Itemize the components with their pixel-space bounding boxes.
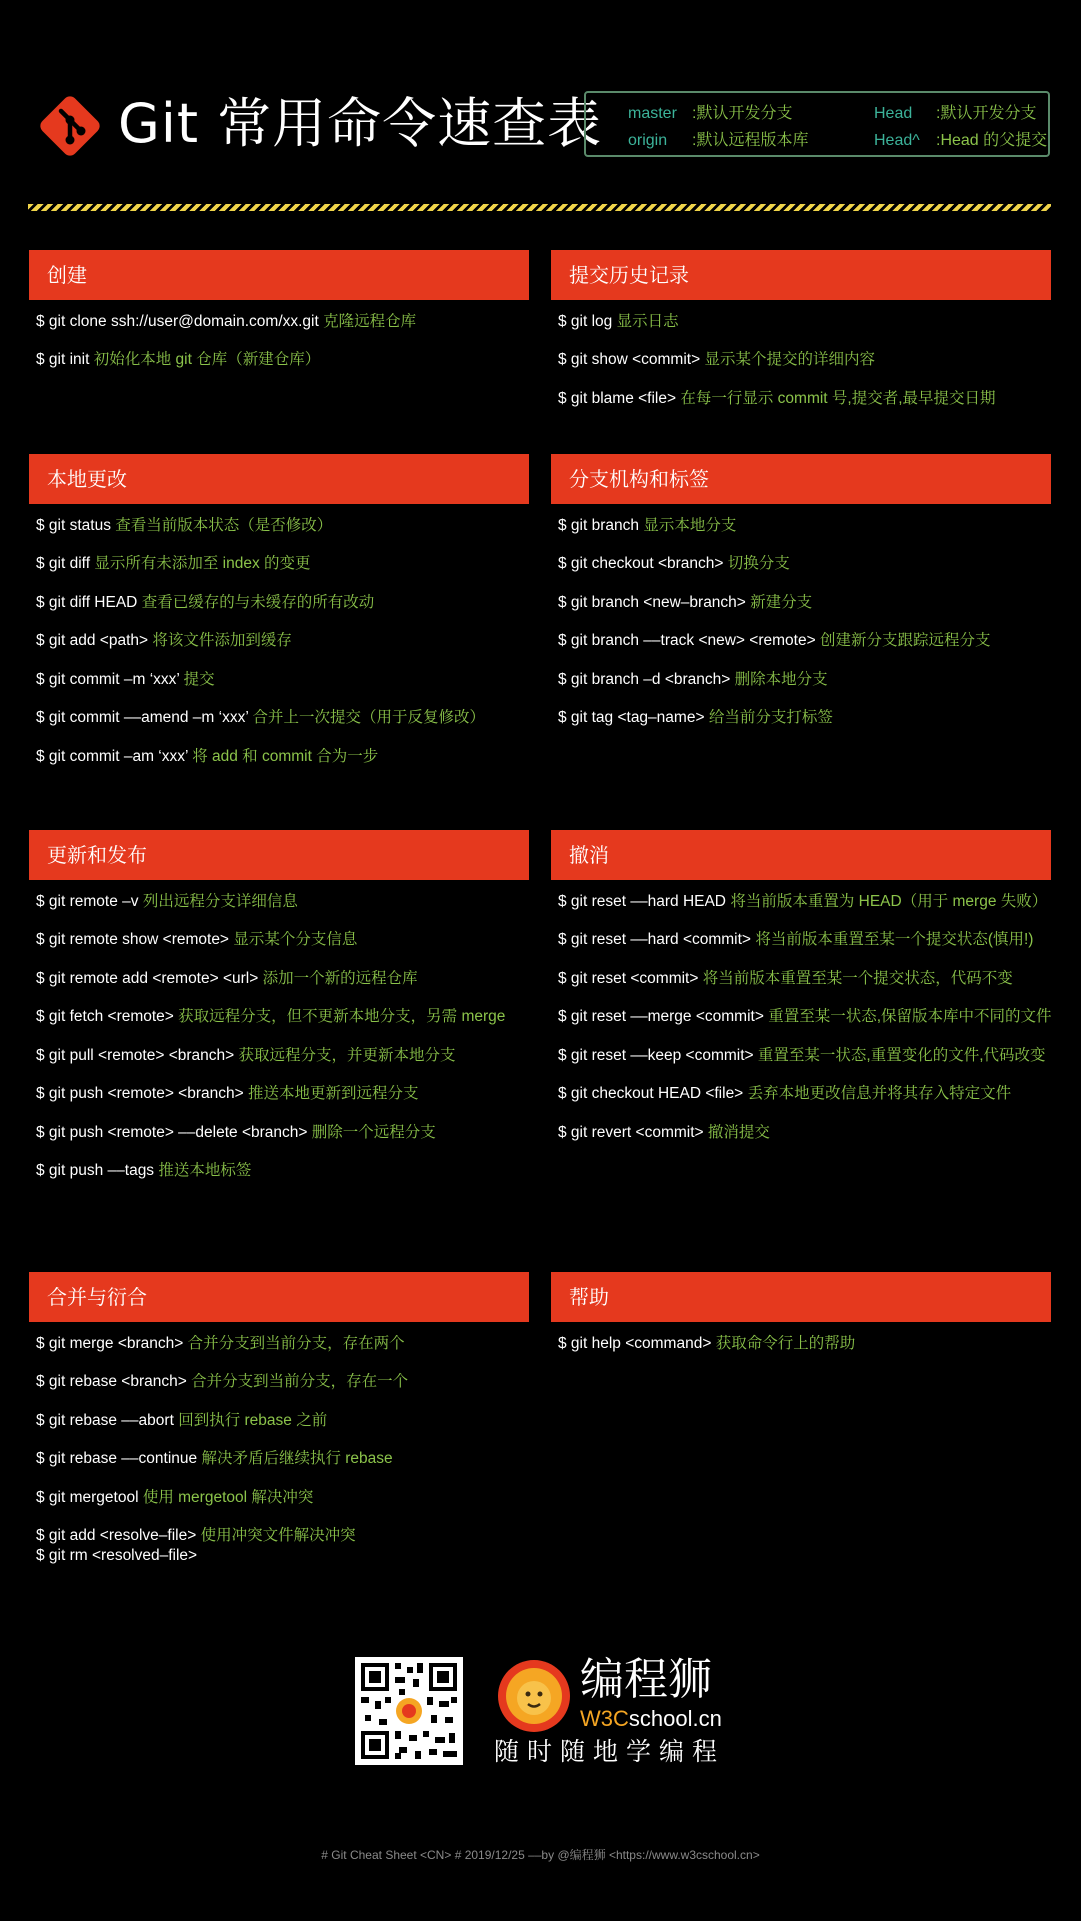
section bbox=[551, 454, 1051, 726]
command-row bbox=[558, 670, 828, 690]
command-row bbox=[36, 1334, 405, 1354]
command-description: 将 add 和 commit 合为一步 bbox=[192, 748, 379, 765]
command-text: $ git rm <resolved–file> bbox=[36, 1547, 198, 1564]
command-text: $ git reset <commit> bbox=[558, 970, 699, 987]
command-row bbox=[558, 312, 679, 332]
command-description: 推送本地标签 bbox=[158, 1162, 252, 1179]
command-row bbox=[36, 1411, 327, 1431]
section bbox=[29, 250, 529, 368]
command-row bbox=[36, 708, 485, 728]
command-description: 回到执行 rebase 之前 bbox=[178, 1412, 328, 1429]
command-description: 将该文件添加到缓存 bbox=[152, 632, 292, 649]
section-title: 创建 bbox=[29, 250, 529, 300]
section-title: 撤消 bbox=[551, 830, 1051, 880]
command-description: 重置至某一状态,保留版本库中不同的文件 bbox=[768, 1008, 1052, 1025]
command-text: $ git status bbox=[36, 517, 111, 534]
command-row bbox=[558, 930, 1033, 950]
section bbox=[551, 250, 1051, 407]
brand-site-w3c: W3C bbox=[580, 1706, 629, 1731]
command-description: 显示日志 bbox=[616, 313, 679, 330]
legend-value: :默认开发分支 bbox=[936, 105, 1037, 122]
section-title: 合并与衍合 bbox=[29, 1272, 529, 1322]
brand-name: 编程狮 bbox=[580, 1654, 712, 1705]
command-text: $ git checkout HEAD <file> bbox=[558, 1085, 744, 1102]
command-text: $ git checkout <branch> bbox=[558, 555, 724, 572]
command-description: 显示所有未添加至 index 的变更 bbox=[94, 555, 311, 572]
command-description: 给当前分支打标签 bbox=[708, 709, 833, 726]
command-description: 获取远程分支，并更新本地分支 bbox=[238, 1047, 456, 1064]
command-row bbox=[36, 747, 378, 767]
git-logo-icon bbox=[34, 90, 106, 162]
command-row bbox=[36, 1046, 456, 1066]
command-description: 提交 bbox=[183, 671, 215, 688]
command-description: 显示某个提交的详细内容 bbox=[704, 351, 875, 368]
command-description: 合并上一次提交（用于反复修改） bbox=[252, 709, 486, 726]
command-text: $ git clone ssh://user@domain.com/xx.git bbox=[36, 313, 319, 330]
command-row bbox=[36, 1161, 251, 1181]
legend-value: :Head 的父提交 bbox=[936, 132, 1048, 149]
command-description: 丢弃本地更改信息并将其存入特定文件 bbox=[747, 1085, 1012, 1102]
command-description: 初始化本地 git 仓库（新建仓库） bbox=[93, 351, 321, 368]
command-text: $ git fetch <remote> bbox=[36, 1008, 174, 1025]
command-row bbox=[558, 1084, 1011, 1104]
brand-site bbox=[580, 1706, 722, 1732]
command-row bbox=[36, 892, 298, 912]
command-text: $ git commit –m ‘xxx’ bbox=[36, 671, 180, 688]
command-description: 合并分支到当前分支，存在一个 bbox=[191, 1373, 409, 1390]
section bbox=[29, 830, 529, 1179]
command-row bbox=[558, 516, 736, 536]
command-text: $ git add <resolve–file> bbox=[36, 1527, 197, 1544]
legend-value: :默认开发分支 bbox=[692, 105, 793, 122]
command-text: $ git reset ––hard HEAD bbox=[558, 893, 727, 910]
command-row bbox=[36, 312, 416, 332]
command-row bbox=[558, 969, 1013, 989]
command-text: $ git diff bbox=[36, 555, 91, 572]
command-description: 显示某个分支信息 bbox=[233, 931, 358, 948]
command-row bbox=[36, 670, 215, 690]
command-text: $ git push ––tags bbox=[36, 1162, 155, 1179]
command-description: 解决矛盾后继续执行 rebase bbox=[201, 1450, 393, 1467]
command-description: 将当前版本重置为 HEAD（用于 merge 失败） bbox=[730, 893, 1048, 910]
command-text: $ git blame <file> bbox=[558, 390, 677, 407]
command-text: $ git log bbox=[558, 313, 613, 330]
section-title: 提交历史记录 bbox=[551, 250, 1051, 300]
section bbox=[29, 1272, 529, 1564]
command-row bbox=[558, 1046, 1046, 1066]
command-text: $ git remote add <remote> <url> bbox=[36, 970, 259, 987]
section-title: 本地更改 bbox=[29, 454, 529, 504]
brand-site-rest: school.cn bbox=[628, 1706, 722, 1731]
command-row bbox=[36, 1449, 393, 1469]
command-text: $ git init bbox=[36, 351, 90, 368]
section bbox=[29, 454, 529, 765]
command-description: 使用冲突文件解决冲突 bbox=[200, 1527, 356, 1544]
command-row bbox=[36, 1372, 408, 1392]
command-text: $ git commit –am ‘xxx’ bbox=[36, 748, 188, 765]
command-description: 添加一个新的远程仓库 bbox=[262, 970, 418, 987]
command-row bbox=[36, 1084, 419, 1104]
command-text: $ git push <remote> ––delete <branch> bbox=[36, 1124, 308, 1141]
command-text: $ git remote show <remote> bbox=[36, 931, 229, 948]
command-row bbox=[558, 631, 990, 651]
command-description: 新建分支 bbox=[750, 594, 813, 611]
command-description: 将当前版本重置至某一个提交状态，代码不变 bbox=[702, 970, 1013, 987]
command-text: $ git rebase ––abort bbox=[36, 1412, 174, 1429]
legend-value: :默认远程版本库 bbox=[692, 132, 809, 149]
command-description: 获取命令行上的帮助 bbox=[715, 1335, 856, 1352]
command-row bbox=[36, 554, 311, 574]
command-description: 推送本地更新到远程分支 bbox=[247, 1085, 419, 1102]
command-description: 在每一行显示 commit 号,提交者,最早提交日期 bbox=[680, 390, 996, 407]
command-description: 重置至某一状态,重置变化的文件,代码改变 bbox=[757, 1047, 1046, 1064]
section-title: 帮助 bbox=[551, 1272, 1051, 1322]
qr-code bbox=[355, 1657, 463, 1765]
command-row bbox=[36, 1488, 313, 1508]
command-text: $ git remote –v bbox=[36, 893, 139, 910]
command-text: $ git reset ––keep <commit> bbox=[558, 1047, 754, 1064]
command-text: $ git reset ––merge <commit> bbox=[558, 1008, 764, 1025]
divider-stripe bbox=[28, 204, 1051, 211]
command-description: 删除本地分支 bbox=[734, 671, 828, 688]
command-text: $ git branch ––track <new> <remote> bbox=[558, 632, 816, 649]
legend-box bbox=[584, 91, 1050, 157]
command-row bbox=[558, 708, 833, 728]
command-text: $ git push <remote> <branch> bbox=[36, 1085, 244, 1102]
command-row bbox=[558, 350, 875, 370]
section bbox=[551, 1272, 1051, 1352]
command-row bbox=[36, 631, 292, 651]
command-text: $ git revert <commit> bbox=[558, 1124, 704, 1141]
command-text: $ git branch <new–branch> bbox=[558, 594, 746, 611]
command-row bbox=[558, 892, 1047, 912]
command-description: 列出远程分支详细信息 bbox=[142, 893, 298, 910]
legend-key: master bbox=[628, 105, 677, 122]
command-text: $ git help <command> bbox=[558, 1335, 712, 1352]
command-description: 撤消提交 bbox=[707, 1124, 770, 1141]
command-description: 切换分支 bbox=[727, 555, 790, 572]
command-text: $ git reset ––hard <commit> bbox=[558, 931, 751, 948]
command-text: $ git merge <branch> bbox=[36, 1335, 184, 1352]
command-row bbox=[558, 593, 812, 613]
command-description: 获取远程分支，但不更新本地分支，另需 merge bbox=[178, 1008, 506, 1025]
brand-block bbox=[494, 1654, 744, 1769]
section bbox=[551, 830, 1052, 1141]
command-description: 克隆远程仓库 bbox=[323, 313, 417, 330]
command-row bbox=[558, 389, 996, 409]
command-text: $ git commit ––amend –m ‘xxx’ bbox=[36, 709, 249, 726]
command-text: $ git tag <tag–name> bbox=[558, 709, 705, 726]
command-row bbox=[558, 1123, 770, 1143]
command-text: $ git diff HEAD bbox=[36, 594, 138, 611]
legend-key: Head bbox=[874, 105, 913, 122]
command-description: 合并分支到当前分支，存在两个 bbox=[187, 1335, 405, 1352]
command-text: $ git branch bbox=[558, 517, 639, 534]
page-title: Git 常用命令速查表 bbox=[118, 92, 603, 155]
command-description: 使用 mergetool 解决冲突 bbox=[142, 1489, 314, 1506]
command-row bbox=[558, 1334, 855, 1354]
brand-slogan: 随时随地学编程 bbox=[494, 1737, 726, 1766]
section-title: 分支机构和标签 bbox=[551, 454, 1051, 504]
command-row bbox=[36, 930, 357, 950]
command-description: 创建新分支跟踪远程分支 bbox=[819, 632, 991, 649]
command-text: $ git add <path> bbox=[36, 632, 149, 649]
command-text: $ git rebase ––continue bbox=[36, 1450, 198, 1467]
command-description: 删除一个远程分支 bbox=[311, 1124, 436, 1141]
command-text: $ git show <commit> bbox=[558, 351, 701, 368]
command-row bbox=[36, 1007, 505, 1027]
command-row bbox=[36, 1123, 436, 1143]
command-row bbox=[558, 554, 790, 574]
command-row bbox=[36, 969, 418, 989]
section-title: 更新和发布 bbox=[29, 830, 529, 880]
command-row bbox=[558, 1007, 1052, 1027]
command-row bbox=[36, 593, 374, 613]
command-row bbox=[36, 516, 332, 536]
lion-logo-icon bbox=[494, 1656, 574, 1736]
command-text: $ git pull <remote> <branch> bbox=[36, 1047, 235, 1064]
command-text: $ git rebase <branch> bbox=[36, 1373, 187, 1390]
legend-key: Head^ bbox=[874, 132, 920, 149]
command-text: $ git branch –d <branch> bbox=[558, 671, 731, 688]
command-row bbox=[36, 1526, 356, 1566]
command-description: 将当前版本重置至某一个提交状态(慎用!) bbox=[755, 931, 1034, 948]
command-description: 查看当前版本状态（是否修改） bbox=[115, 517, 333, 534]
command-row bbox=[36, 350, 320, 370]
legend-key: origin bbox=[628, 132, 668, 149]
footer: # Git Cheat Sheet <CN> # 2019/12/25 ––by @编程狮 <https://www.w3cschool.cn> bbox=[321, 1848, 760, 1862]
command-description: 查看已缓存的与未缓存的所有改动 bbox=[141, 594, 375, 611]
header bbox=[30, 88, 1052, 174]
command-text: $ git mergetool bbox=[36, 1489, 139, 1506]
command-description: 显示本地分支 bbox=[643, 517, 737, 534]
